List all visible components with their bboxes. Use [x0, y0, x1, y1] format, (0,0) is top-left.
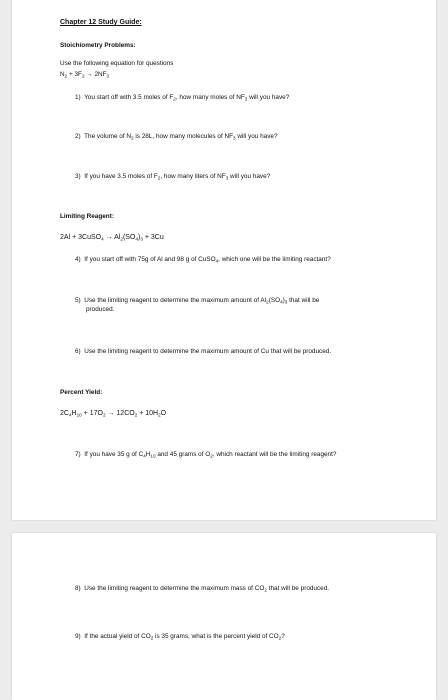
percent-yield-heading: Percent Yield:: [60, 389, 103, 396]
page-title: Chapter 12 Study Guide:: [60, 19, 142, 26]
percent-yield-equation: $2C_4H_{10} + 17O_2 \to 12CO_2 + 10H_2O$: [60, 410, 167, 418]
limiting-reagent-heading: Limiting Reagent:: [60, 213, 114, 220]
question-9: 9) If the actual yield of $CO_2$ is 35 grams, what is the percent yield of $CO_2$?: [75, 633, 285, 641]
limiting-reagent-equation: 2Al + 3CuSO$_4$ → $Al_2(SO_4)_3 + 3Cu$: [60, 234, 164, 242]
question-5-continued: produced.: [86, 306, 115, 313]
worksheet-page-1: [12, 0, 436, 520]
question-4: 4) If you start off with 75g of Al and 98 g of CuSO$_4$, which one will be the limiting reactant?: [75, 256, 331, 264]
question-1: 1) You start off with 3.5 moles of $F_2$, how many moles of $NF_3$ will you have?: [75, 94, 290, 102]
question-3: 3) If you have 3.5 moles of $F_2$, how many liters of $NF_3$ will you have?: [75, 173, 271, 181]
question-5: 5) Use the limiting reagent to determine the maximum amount of $Al_2(SO_4)_3$ that will be: [75, 297, 320, 305]
question-7: 7) If you have 35 g of $C_4H_{10}$ and 45 grams of $O_2$, which reactant will be the limiting reagent?: [75, 451, 337, 459]
question-8: 8) Use the limiting reagent to determine the maximum mass of $CO_2$ that will be produced.: [75, 585, 330, 593]
stoichiometry-equation: $N_2 + 3F_2 \to 2NF_3$: [60, 71, 110, 79]
question-6: 6) Use the limiting reagent to determine the maximum amount of Cu that will be produced.: [75, 348, 332, 355]
worksheet-page-2: [12, 533, 436, 700]
stoichiometry-intro: Use the following equation for questions: [60, 60, 174, 67]
question-2: 2) The volume of $N_2$ is 28L, how many molecules of $NF_3$ will you have?: [75, 133, 278, 141]
stoichiometry-heading: Stoichiometry Problems:: [60, 42, 136, 49]
